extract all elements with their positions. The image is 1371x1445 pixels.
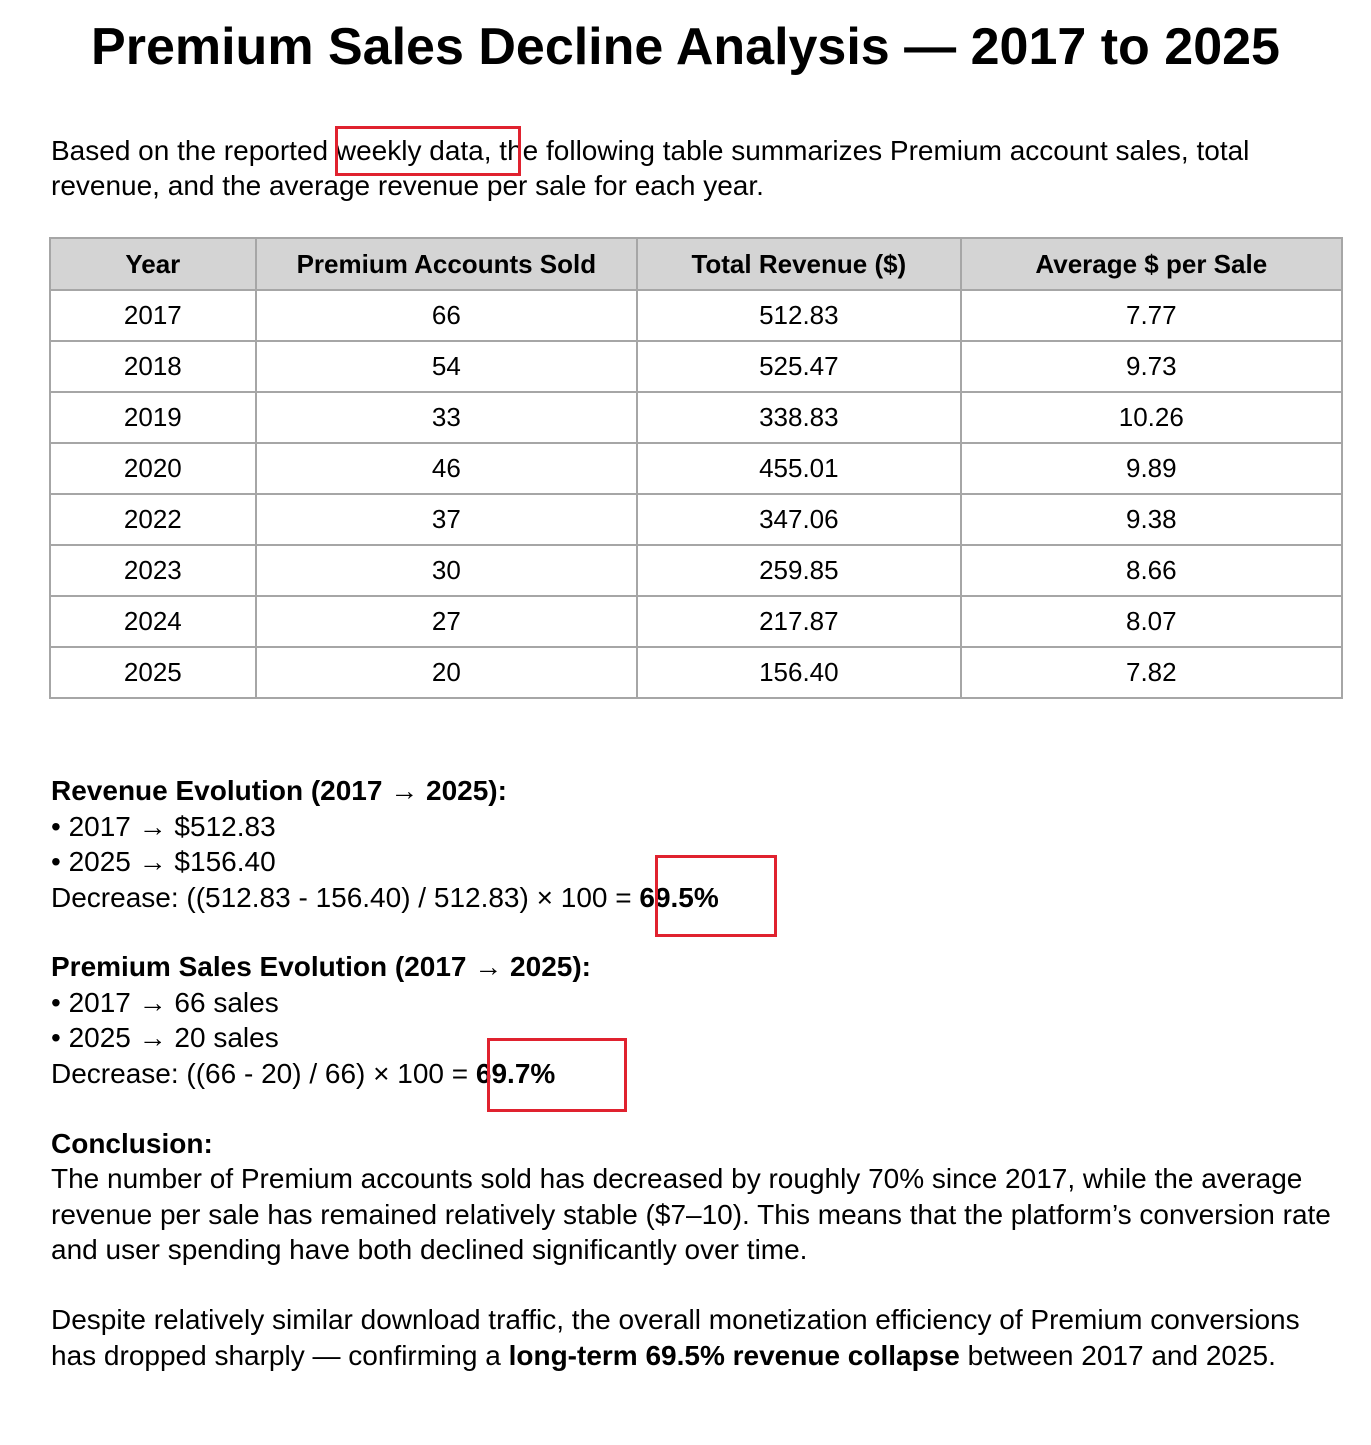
highlight-box-sales-result — [487, 1038, 627, 1112]
cell-average: 9.38 — [961, 494, 1342, 545]
intro-highlight-text: weekly data, — [335, 135, 492, 166]
cell-average: 9.89 — [961, 443, 1342, 494]
revenue-result: 69.5% — [639, 881, 719, 913]
page-title: Premium Sales Decline Analysis — 2017 to 2025 — [91, 18, 1280, 76]
table-row — [50, 596, 1342, 647]
cell-revenue: 338.83 — [637, 392, 961, 443]
table-row — [50, 341, 1342, 392]
intro-text-after: the following table summarizes Premium account sales, total revenue, and the average revenue per sale for each year. — [51, 135, 1250, 201]
sales-evolution-heading: Premium Sales Evolution (2017 → 2025): — [51, 951, 591, 982]
cell-accounts: 37 — [256, 494, 637, 545]
cell-revenue: 525.47 — [637, 341, 961, 392]
table-header-row — [50, 238, 1342, 290]
header-year: Year — [50, 238, 256, 290]
cell-revenue: 347.06 — [637, 494, 961, 545]
sales-result: 69.7% — [475, 1057, 556, 1089]
cell-accounts: 27 — [256, 596, 637, 647]
cell-year: 2024 — [50, 596, 256, 647]
intro-text-before: Based on the reported — [51, 135, 336, 166]
cell-accounts: 33 — [256, 392, 637, 443]
cell-accounts: 54 — [256, 341, 637, 392]
cell-average: 8.07 — [961, 596, 1342, 647]
table-row — [50, 443, 1342, 494]
sales-formula: Decrease: ((66 - 20) / 66) × 100 = — [51, 1057, 476, 1089]
sales-table — [49, 237, 1343, 699]
highlight-box-revenue-result — [655, 855, 777, 937]
cell-year: 2025 — [50, 647, 256, 698]
table-row — [50, 392, 1342, 443]
conclusion-paragraph-2 — [51, 1302, 1341, 1373]
cell-accounts: 30 — [256, 545, 637, 596]
revenue-item-2025: • 2025 → $156.40 — [51, 846, 276, 877]
cell-accounts: 66 — [256, 290, 637, 341]
conclusion-p2-before: Despite relatively similar download traffic, the overall monetization efficiency of Premium conversions has dropped sharply — confirming a — [51, 1304, 1300, 1371]
table-row — [50, 494, 1342, 545]
cell-revenue: 156.40 — [637, 647, 961, 698]
revenue-evolution-heading: Revenue Evolution (2017 → 2025): — [51, 775, 507, 806]
revenue-item-2017: • 2017 → $512.83 — [51, 810, 276, 842]
cell-year: 2023 — [50, 545, 256, 596]
cell-accounts: 20 — [256, 647, 637, 698]
sales-item-2017: • 2017 → 66 sales — [51, 986, 279, 1018]
conclusion-heading: Conclusion: — [51, 1128, 213, 1159]
intro-paragraph — [51, 133, 1341, 203]
table-row — [50, 290, 1342, 341]
cell-revenue: 512.83 — [637, 290, 961, 341]
cell-revenue: 455.01 — [637, 443, 961, 494]
cell-year: 2022 — [50, 494, 256, 545]
table-row — [50, 647, 1342, 698]
revenue-formula: Decrease: ((512.83 - 156.40) / 512.83) × 100 = — [51, 881, 640, 913]
cell-average: 9.73 — [961, 341, 1342, 392]
cell-accounts: 46 — [256, 443, 637, 494]
conclusion-paragraph-1: The number of Premium accounts sold has decreased by roughly 70% since 2017, while the average revenue per sale has remained relatively stable ($7–10). This means that the platform’s conversion rate and user spending have both declined significantly over time. — [51, 1163, 1331, 1265]
cell-average: 7.77 — [961, 290, 1342, 341]
conclusion-p2-after: between 2017 and 2025. — [959, 1339, 1276, 1371]
sales-item-2025: • 2025 → 20 sales — [51, 1022, 279, 1053]
cell-average: 8.66 — [961, 545, 1342, 596]
revenue-evolution-section — [51, 773, 719, 915]
cell-year: 2019 — [50, 392, 256, 443]
highlight-box-weekly-data — [335, 126, 521, 176]
cell-revenue: 259.85 — [637, 545, 961, 596]
cell-year: 2020 — [50, 443, 256, 494]
header-total-revenue: Total Revenue ($) — [637, 238, 961, 290]
conclusion-p2-bold: long-term 69.5% revenue collapse — [508, 1339, 960, 1371]
header-average-per-sale: Average $ per Sale — [961, 238, 1342, 290]
cell-year: 2017 — [50, 290, 256, 341]
cell-year: 2018 — [50, 341, 256, 392]
revenue-formula-line — [51, 880, 719, 916]
cell-average: 7.82 — [961, 647, 1342, 698]
table-row — [50, 545, 1342, 596]
header-accounts-sold: Premium Accounts Sold — [256, 238, 637, 290]
cell-average: 10.26 — [961, 392, 1342, 443]
cell-revenue: 217.87 — [637, 596, 961, 647]
